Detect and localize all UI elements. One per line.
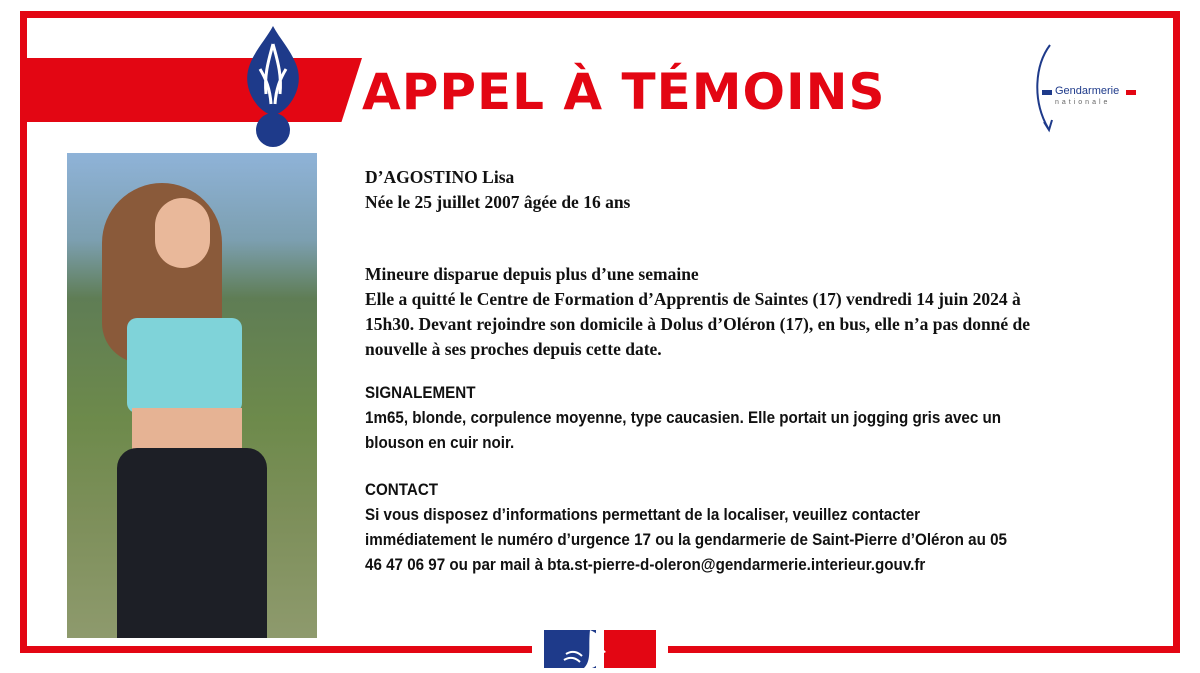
contact-heading: CONTACT xyxy=(365,481,439,499)
header-red-band xyxy=(20,58,362,122)
disappearance-line: 15h30. Devant rejoindre son domicile à Dolus d’Oléron (17), en bus, elle n’a pas donné de xyxy=(365,314,1031,334)
disappearance-line: Elle a quitté le Centre de Formation d’Apprentis de Saintes (17) vendredi 14 juin 2024 à xyxy=(365,289,1021,309)
signalement-heading: SIGNALEMENT xyxy=(365,384,476,402)
gendarmerie-grenade-icon xyxy=(238,24,308,149)
gendarmerie-nationale-wordmark xyxy=(1055,85,1119,109)
contact-email-line: 46 47 06 97 ou par mail à bta.st-pierre-d-oleron@gendarmerie.interieur.gouv.fr xyxy=(365,556,926,574)
republique-francaise-marianne-icon xyxy=(544,628,656,670)
disappearance-heading: Mineure disparue depuis plus d’une semaine xyxy=(365,264,699,284)
logo-line2: nationale xyxy=(1055,99,1111,106)
missing-person-photo xyxy=(67,153,317,638)
disappearance-line: nouvelle à ses proches depuis cette date. xyxy=(365,339,662,359)
flag-red-mark xyxy=(1126,90,1136,95)
contact-line: immédiatement le numéro d’urgence 17 ou la gendarmerie de Saint-Pierre d’Oléron au 05 xyxy=(365,531,1007,549)
signalement-line: blouson en cuir noir. xyxy=(365,434,515,452)
flag-blue-mark xyxy=(1042,90,1052,95)
contact-line: Si vous disposez d’informations permettant de la localiser, veuillez contacter xyxy=(365,506,921,524)
person-birth: Née le 25 juillet 2007 âgée de 16 ans xyxy=(365,192,631,212)
page-title: APPEL À TÉMOINS xyxy=(362,63,886,121)
signalement-line: 1m65, blonde, corpulence moyenne, type caucasien. Elle portait un jogging gris avec un xyxy=(365,409,1002,427)
person-name: D’AGOSTINO Lisa xyxy=(365,167,515,187)
logo-line1: Gendarmerie xyxy=(1055,85,1120,97)
